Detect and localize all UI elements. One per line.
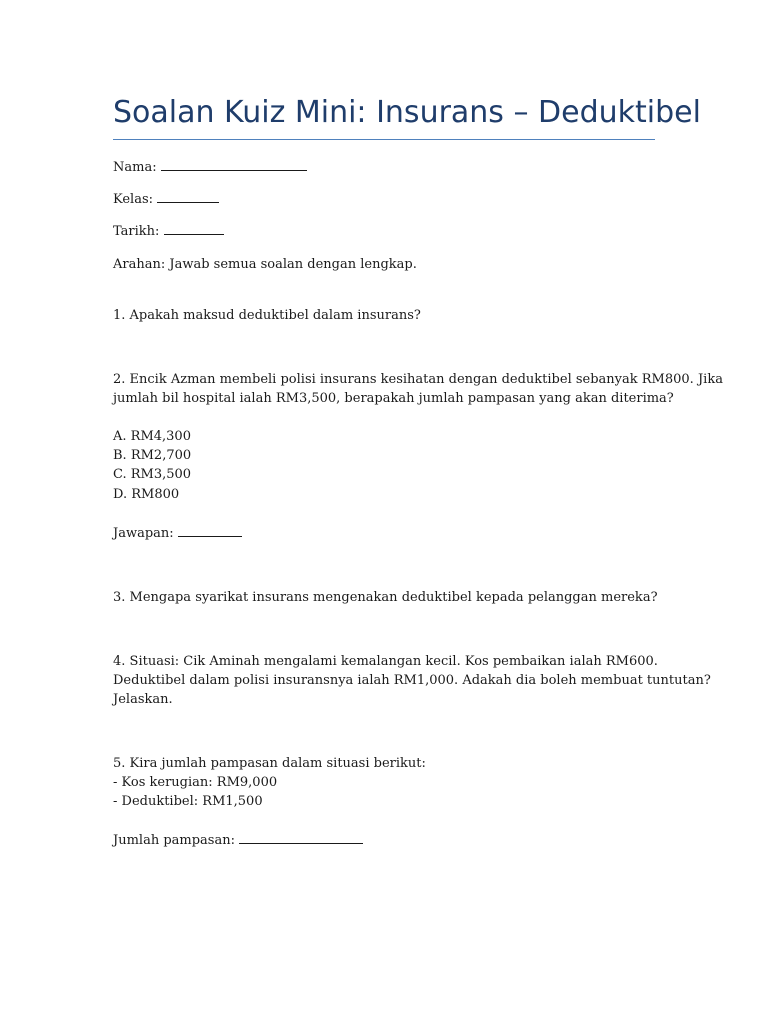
date-field-row [113,222,224,242]
question-5-item-2: - Deduktibel: RM1,500 [113,794,263,809]
title-underline [113,139,655,140]
question-3: 3. Mengapa syarikat insurans mengenakan deduktibel kepada pelanggan mereka? [113,590,658,605]
question-2-option-a: A. RM4,300 [113,429,191,444]
question-5-answer-blank[interactable] [239,831,363,844]
question-5-line-1: 5. Kira jumlah pampasan dalam situasi berikut: [113,756,426,771]
question-2-line-2: jumlah bil hospital ialah RM3,500, berapakah jumlah pampasan yang akan diterima? [113,391,674,406]
question-1: 1. Apakah maksud deduktibel dalam insurans? [113,308,421,323]
name-answer-blank[interactable] [161,158,307,171]
question-2-option-d: D. RM800 [113,487,180,502]
question-5-answer-label: Jumlah pampasan: [113,833,235,848]
instructions-text: Arahan: Jawab semua soalan dengan lengkap. [113,257,417,272]
question-2-option-b: B. RM2,700 [113,448,192,463]
question-5-answer-row [113,831,363,851]
question-4-line-3: Jelaskan. [113,692,173,707]
question-2-answer-label: Jawapan: [113,526,174,541]
question-4-line-1: 4. Situasi: Cik Aminah mengalami kemalangan kecil. Kos pembaikan ialah RM600. [113,654,658,669]
question-2-answer-blank[interactable] [178,524,242,537]
question-4-line-2: Deduktibel dalam polisi insuransnya ialah RM1,000. Adakah dia boleh membuat tuntutan? [113,673,711,688]
class-field-row [113,190,219,210]
question-2-line-1: 2. Encik Azman membeli polisi insurans kesihatan dengan deduktibel sebanyak RM800. Jika [113,372,723,387]
question-2-option-c: C. RM3,500 [113,467,192,482]
name-field-row [113,158,307,178]
date-field-label: Tarikh: [113,224,160,239]
document-title: Soalan Kuiz Mini: Insurans – Deduktibel [113,95,701,130]
class-answer-blank[interactable] [157,190,219,203]
date-answer-blank[interactable] [164,222,224,235]
question-2-answer-row [113,524,242,544]
question-5-item-1: - Kos kerugian: RM9,000 [113,775,278,790]
name-field-label: Nama: [113,160,157,175]
class-field-label: Kelas: [113,192,154,207]
